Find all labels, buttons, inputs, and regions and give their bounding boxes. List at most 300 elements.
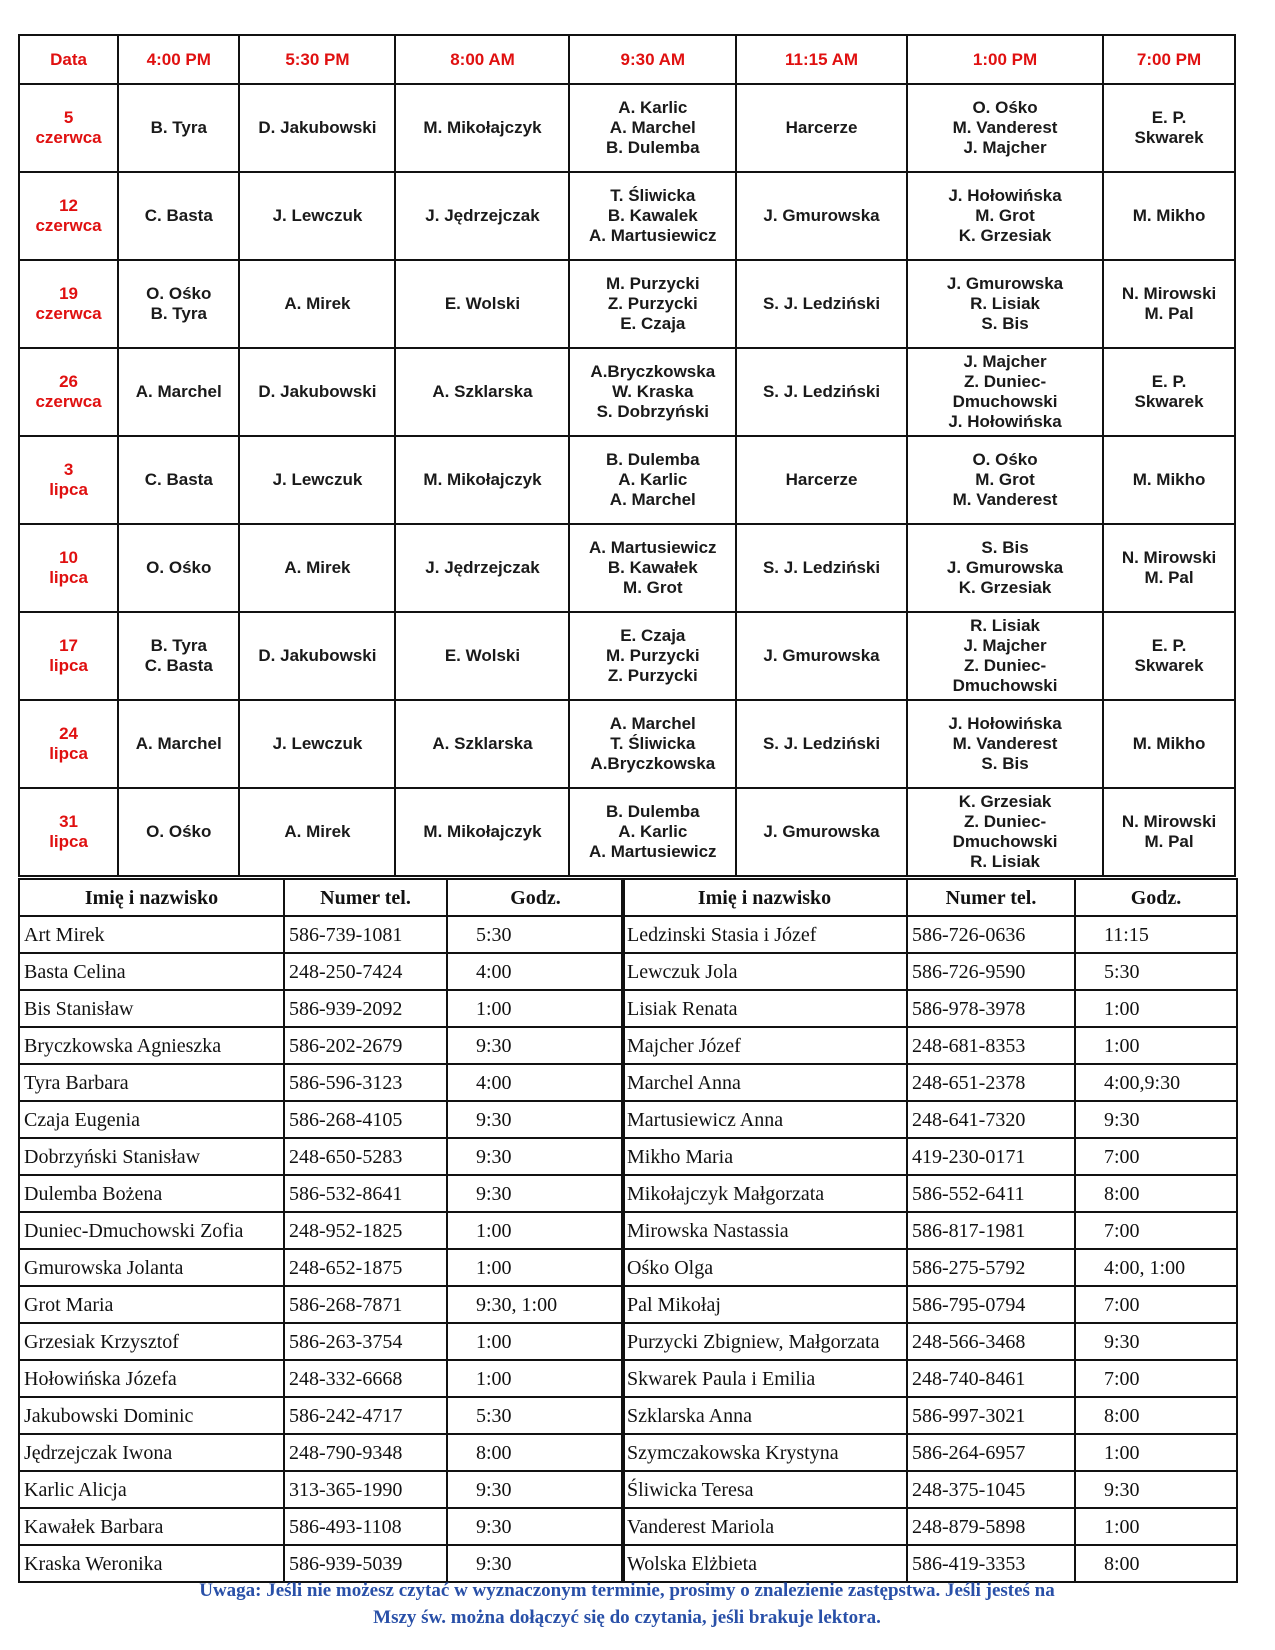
- contact-name: Lewczuk Jola: [622, 953, 907, 990]
- reader-name: D. Jakubowski: [258, 118, 377, 137]
- reader-name: M. Mikho: [1132, 206, 1206, 225]
- schedule-slot-cell: [239, 436, 395, 524]
- reader-name: S. J. Ledziński: [762, 558, 881, 577]
- reader-name: S. J. Ledziński: [762, 734, 881, 753]
- reader-name: J. Majcher: [963, 636, 1047, 655]
- reader-name: M. Mikołajczyk: [423, 822, 542, 841]
- header-phone: Numer tel.: [907, 879, 1075, 916]
- contact-row: [622, 1286, 1237, 1323]
- contact-name: Tyra Barbara: [19, 1064, 284, 1101]
- schedule-slot-cell: [239, 524, 395, 612]
- contacts-body-left: [19, 916, 624, 1582]
- contact-phone: 586-263-3754: [284, 1323, 447, 1360]
- reader-name: M. Grot: [975, 470, 1035, 489]
- schedule-row: [19, 436, 1235, 524]
- schedule-date-cell: [19, 348, 118, 436]
- reader-name: J. Hołowińska: [948, 714, 1062, 733]
- contact-hours: 9:30: [447, 1545, 624, 1582]
- reader-name: A. Marchel: [609, 118, 696, 137]
- schedule-slot-cell: [395, 84, 569, 172]
- schedule-slot-cell: [569, 436, 736, 524]
- contact-name: Śliwicka Teresa: [622, 1471, 907, 1508]
- schedule-row: [19, 612, 1235, 700]
- schedule-slot-cell: [118, 524, 239, 612]
- schedule-slot-cell: [1103, 524, 1235, 612]
- date-text: 26: [59, 372, 79, 391]
- reader-name: O. Ośko: [146, 558, 212, 577]
- contact-phone: 586-268-4105: [284, 1101, 447, 1138]
- contact-row: [622, 1027, 1237, 1064]
- schedule-slot-cell: [118, 348, 239, 436]
- reader-name: A. Karlic: [618, 470, 688, 489]
- contact-phone: 586-532-8641: [284, 1175, 447, 1212]
- schedule-slot-cell: [118, 260, 239, 348]
- contact-row: [19, 1471, 624, 1508]
- schedule-date-cell: [19, 436, 118, 524]
- schedule-slot-cell: [395, 348, 569, 436]
- schedule-slot-cell: [736, 700, 907, 788]
- contact-name: Wolska Elżbieta: [622, 1545, 907, 1582]
- date-text: 10: [59, 548, 79, 567]
- contact-phone: 248-250-7424: [284, 953, 447, 990]
- reader-name: M. Mikho: [1132, 470, 1206, 489]
- schedule-slot-cell: [907, 524, 1103, 612]
- reader-name: M. Purzycki: [606, 646, 700, 665]
- reader-name: J. Gmurowska: [946, 274, 1064, 293]
- contact-row: [19, 1286, 624, 1323]
- contact-hours: 9:30: [447, 1138, 624, 1175]
- contact-name: Lisiak Renata: [622, 990, 907, 1027]
- contact-name: Art Mirek: [19, 916, 284, 953]
- schedule-slot-cell: [569, 524, 736, 612]
- schedule-slot-cell: [907, 260, 1103, 348]
- contact-row: [19, 1138, 624, 1175]
- contact-row: [622, 953, 1237, 990]
- reader-name: N. Mirowski: [1121, 284, 1217, 303]
- reader-name: K. Grzesiak: [958, 578, 1052, 597]
- schedule-slot-cell: [239, 348, 395, 436]
- contact-name: Mikołajczyk Małgorzata: [622, 1175, 907, 1212]
- date-text: lipca: [49, 832, 88, 851]
- date-text: 3: [63, 460, 74, 479]
- reader-name: S. Bis: [981, 538, 1029, 557]
- reader-name: M. Vanderest: [952, 118, 1058, 137]
- contact-phone: 248-879-5898: [907, 1508, 1075, 1545]
- contact-hours: 1:00: [1075, 990, 1237, 1027]
- contact-name: Szklarska Anna: [622, 1397, 907, 1434]
- contact-phone: 586-726-0636: [907, 916, 1075, 953]
- reader-name: E. P.: [1151, 108, 1187, 127]
- schedule-slot-cell: [736, 436, 907, 524]
- schedule-slot-cell: [239, 260, 395, 348]
- contact-hours: 5:30: [447, 1397, 624, 1434]
- contacts-header-row: [622, 879, 1237, 916]
- reader-name: B. Tyra: [150, 304, 207, 323]
- reader-name: M. Vanderest: [952, 490, 1058, 509]
- contact-name: Bryczkowska Agnieszka: [19, 1027, 284, 1064]
- header-phone: Numer tel.: [284, 879, 447, 916]
- contact-hours: 9:30: [1075, 1471, 1237, 1508]
- reader-name: D. Jakubowski: [258, 646, 377, 665]
- schedule-slot-cell: [395, 260, 569, 348]
- schedule-slot-cell: [1103, 612, 1235, 700]
- reader-name: Skwarek: [1134, 128, 1204, 147]
- reader-name: B. Dulemba: [606, 802, 700, 821]
- schedule-date-cell: [19, 172, 118, 260]
- contact-hours: 1:00: [447, 990, 624, 1027]
- header-name: Imię i nazwisko: [622, 879, 907, 916]
- date-text: 19: [59, 284, 79, 303]
- contact-name: Majcher Józef: [622, 1027, 907, 1064]
- schedule-slot-cell: [907, 700, 1103, 788]
- contact-name: Dulemba Bożena: [19, 1175, 284, 1212]
- date-text: lipca: [49, 744, 88, 763]
- contact-name: Martusiewicz Anna: [622, 1101, 907, 1138]
- reader-name: M. Pal: [1144, 304, 1194, 323]
- contact-hours: 1:00: [447, 1249, 624, 1286]
- reader-name: Harcerze: [785, 118, 858, 137]
- contacts-table-left: [18, 878, 625, 1583]
- contact-phone: 586-242-4717: [284, 1397, 447, 1434]
- contact-row: [622, 1323, 1237, 1360]
- date-text: 24: [59, 724, 79, 743]
- schedule-date-cell: [19, 788, 118, 876]
- reader-name: E. Wolski: [444, 646, 521, 665]
- header-8am: 8:00 AM: [395, 35, 569, 84]
- reader-name: Skwarek: [1134, 656, 1204, 675]
- reader-name: J. Gmurowska: [763, 646, 880, 665]
- reader-name: S. Dobrzyński: [596, 402, 709, 421]
- schedule-row: [19, 700, 1235, 788]
- contact-row: [622, 1138, 1237, 1175]
- reader-name: J. Hołowińska: [948, 186, 1062, 205]
- contact-name: Jędrzejczak Iwona: [19, 1434, 284, 1471]
- reader-name: T. Śliwicka: [610, 186, 696, 205]
- schedule-slot-cell: [118, 436, 239, 524]
- reader-name: A. Marchel: [609, 714, 696, 733]
- contact-hours: 7:00: [1075, 1212, 1237, 1249]
- schedule-slot-cell: [907, 788, 1103, 876]
- reader-name: O. Ośko: [972, 450, 1038, 469]
- contact-hours: 7:00: [1075, 1138, 1237, 1175]
- contact-row: [622, 1434, 1237, 1471]
- contact-name: Skwarek Paula i Emilia: [622, 1360, 907, 1397]
- reader-name: Dmuchowski: [952, 392, 1058, 411]
- reader-name: Z. Purzycki: [607, 294, 698, 313]
- contact-name: Jakubowski Dominic: [19, 1397, 284, 1434]
- reader-name: K. Grzesiak: [958, 792, 1052, 811]
- schedule-slot-cell: [118, 788, 239, 876]
- contact-hours: 9:30: [1075, 1101, 1237, 1138]
- reader-name: B. Tyra: [150, 636, 207, 655]
- reader-name: A. Martusiewicz: [589, 226, 717, 245]
- schedule-row: [19, 84, 1235, 172]
- contact-name: Karlic Alicja: [19, 1471, 284, 1508]
- reader-schedule-table: [18, 34, 1236, 877]
- reader-name: J. Hołowińska: [948, 412, 1062, 431]
- contact-row: [19, 1212, 624, 1249]
- header-hours: Godz.: [1075, 879, 1237, 916]
- contact-row: [19, 1249, 624, 1286]
- schedule-slot-cell: [1103, 348, 1235, 436]
- contact-hours: 1:00: [1075, 1508, 1237, 1545]
- contact-name: Bis Stanisław: [19, 990, 284, 1027]
- reader-name: S. J. Ledziński: [762, 382, 881, 401]
- contact-hours: 5:30: [447, 916, 624, 953]
- contact-row: [622, 916, 1237, 953]
- schedule-slot-cell: [239, 84, 395, 172]
- contact-phone: 248-651-2378: [907, 1064, 1075, 1101]
- contact-row: [622, 1175, 1237, 1212]
- schedule-slot-cell: [395, 612, 569, 700]
- reader-name: J. Jędrzejczak: [425, 206, 540, 225]
- schedule-slot-cell: [239, 612, 395, 700]
- reader-name: M. Pal: [1144, 832, 1194, 851]
- contact-row: [19, 990, 624, 1027]
- contact-name: Pal Mikołaj: [622, 1286, 907, 1323]
- contact-phone: 248-332-6668: [284, 1360, 447, 1397]
- schedule-slot-cell: [1103, 172, 1235, 260]
- date-text: lipca: [49, 568, 88, 587]
- contact-row: [622, 1101, 1237, 1138]
- reader-name: M. Vanderest: [952, 734, 1058, 753]
- reader-name: M. Mikołajczyk: [423, 470, 542, 489]
- reader-name: J. Gmurowska: [763, 206, 880, 225]
- schedule-row: [19, 788, 1235, 876]
- reader-name: A. Mirek: [284, 294, 351, 313]
- reader-name: O. Ośko: [146, 822, 212, 841]
- date-text: 5: [63, 108, 74, 127]
- schedule-slot-cell: [1103, 436, 1235, 524]
- note-line: Uwaga: Jeśli nie możesz czytać w wyznaczonym terminie, prosimy o znalezienie zastępstwa. Jeśli jesteś na: [199, 1580, 1055, 1601]
- reader-name: E. Wolski: [444, 294, 521, 313]
- reader-name: Dmuchowski: [952, 832, 1058, 851]
- contact-row: [19, 1064, 624, 1101]
- reader-name: A. Szklarska: [432, 734, 533, 753]
- schedule-slot-cell: [907, 172, 1103, 260]
- reader-name: A. Szklarska: [432, 382, 533, 401]
- reader-name: Z. Duniec-: [963, 812, 1047, 831]
- reader-name: Dmuchowski: [952, 676, 1058, 695]
- contact-row: [19, 1434, 624, 1471]
- contact-row: [622, 1397, 1237, 1434]
- date-text: czerwca: [35, 392, 102, 411]
- reader-name: A. Marchel: [135, 734, 222, 753]
- contact-phone: 586-795-0794: [907, 1286, 1075, 1323]
- reader-name: R. Lisiak: [970, 616, 1040, 635]
- schedule-slot-cell: [1103, 260, 1235, 348]
- reader-name: J. Lewczuk: [272, 734, 363, 753]
- contact-hours: 8:00: [1075, 1175, 1237, 1212]
- contact-hours: 9:30: [447, 1471, 624, 1508]
- contact-name: Purzycki Zbigniew, Małgorzata: [622, 1323, 907, 1360]
- contact-name: Szymczakowska Krystyna: [622, 1434, 907, 1471]
- contact-phone: 586-419-3353: [907, 1545, 1075, 1582]
- contact-phone: 586-552-6411: [907, 1175, 1075, 1212]
- contact-name: Vanderest Mariola: [622, 1508, 907, 1545]
- schedule-slot-cell: [569, 788, 736, 876]
- schedule-slot-cell: [1103, 788, 1235, 876]
- contact-hours: 8:00: [447, 1434, 624, 1471]
- contact-name: Marchel Anna: [622, 1064, 907, 1101]
- reader-name: A.Bryczkowska: [590, 362, 716, 381]
- schedule-slot-cell: [736, 788, 907, 876]
- reader-name: M. Mikho: [1132, 734, 1206, 753]
- reader-name: B. Tyra: [150, 118, 207, 137]
- schedule-slot-cell: [395, 700, 569, 788]
- reader-name: M. Grot: [975, 206, 1035, 225]
- contact-row: [622, 1471, 1237, 1508]
- schedule-slot-cell: [239, 788, 395, 876]
- contact-phone: 248-952-1825: [284, 1212, 447, 1249]
- reader-name: Z. Duniec-: [963, 656, 1047, 675]
- schedule-slot-cell: [736, 84, 907, 172]
- reader-name: E. Czaja: [620, 314, 686, 333]
- reader-name: N. Mirowski: [1121, 548, 1217, 567]
- reader-name: B. Kawalek: [607, 206, 698, 225]
- schedule-slot-cell: [569, 260, 736, 348]
- date-text: 17: [59, 636, 79, 655]
- reader-name: T. Śliwicka: [610, 734, 696, 753]
- contact-hours: 1:00: [447, 1360, 624, 1397]
- contact-hours: 9:30, 1:00: [447, 1286, 624, 1323]
- contact-hours: 4:00,9:30: [1075, 1064, 1237, 1101]
- contacts-body-right: [622, 916, 1237, 1582]
- reader-name: J. Jędrzejczak: [425, 558, 540, 577]
- contact-phone: 586-202-2679: [284, 1027, 447, 1064]
- schedule-slot-cell: [569, 700, 736, 788]
- schedule-slot-cell: [907, 84, 1103, 172]
- contact-row: [622, 1249, 1237, 1286]
- date-text: lipca: [49, 480, 88, 499]
- schedule-slot-cell: [569, 84, 736, 172]
- schedule-row: [19, 348, 1235, 436]
- contact-name: Kraska Weronika: [19, 1545, 284, 1582]
- contact-row: [19, 953, 624, 990]
- schedule-slot-cell: [118, 84, 239, 172]
- contact-phone: 313-365-1990: [284, 1471, 447, 1508]
- date-text: czerwca: [35, 216, 102, 235]
- contact-phone: 586-726-9590: [907, 953, 1075, 990]
- reader-name: A. Marchel: [135, 382, 222, 401]
- schedule-slot-cell: [736, 524, 907, 612]
- contact-hours: 8:00: [1075, 1397, 1237, 1434]
- reader-name: N. Mirowski: [1121, 812, 1217, 831]
- schedule-slot-cell: [395, 436, 569, 524]
- contact-phone: 586-493-1108: [284, 1508, 447, 1545]
- contact-name: Duniec-Dmuchowski Zofia: [19, 1212, 284, 1249]
- schedule-slot-cell: [118, 612, 239, 700]
- header-1115am: 11:15 AM: [736, 35, 907, 84]
- reader-name: E. P.: [1151, 636, 1187, 655]
- reader-name: A. Martusiewicz: [589, 538, 717, 557]
- schedule-slot-cell: [907, 436, 1103, 524]
- reader-name: R. Lisiak: [970, 852, 1040, 871]
- contact-name: Mirowska Nastassia: [622, 1212, 907, 1249]
- contact-row: [19, 1027, 624, 1064]
- schedule-date-cell: [19, 260, 118, 348]
- reader-name: C. Basta: [144, 656, 213, 675]
- contact-phone: 248-641-7320: [907, 1101, 1075, 1138]
- reader-name: B. Dulemba: [606, 138, 700, 157]
- schedule-slot-cell: [569, 172, 736, 260]
- schedule-date-cell: [19, 700, 118, 788]
- reader-name: J. Majcher: [963, 138, 1047, 157]
- contact-phone: 586-275-5792: [907, 1249, 1075, 1286]
- reader-name: A. Marchel: [609, 490, 696, 509]
- contact-hours: 9:30: [447, 1101, 624, 1138]
- reader-name: J. Lewczuk: [272, 206, 363, 225]
- header-930am: 9:30 AM: [569, 35, 736, 84]
- contact-hours: 8:00: [1075, 1545, 1237, 1582]
- contact-hours: 7:00: [1075, 1360, 1237, 1397]
- contact-hours: 4:00: [447, 1064, 624, 1101]
- reader-name: E. Czaja: [620, 626, 686, 645]
- schedule-header-row: [19, 35, 1235, 84]
- reader-name: A. Karlic: [618, 822, 688, 841]
- date-text: czerwca: [35, 128, 102, 147]
- schedule-slot-cell: [736, 348, 907, 436]
- contact-row: [622, 1360, 1237, 1397]
- contact-hours: 1:00: [1075, 1027, 1237, 1064]
- reader-name: C. Basta: [144, 206, 213, 225]
- reader-name: J. Gmurowska: [946, 558, 1064, 577]
- reader-name: A. Martusiewicz: [589, 842, 717, 861]
- reader-name: M. Grot: [623, 578, 683, 597]
- reader-name: B. Kawałek: [607, 558, 698, 577]
- reader-name: K. Grzesiak: [958, 226, 1052, 245]
- header-1pm: 1:00 PM: [907, 35, 1103, 84]
- schedule-slot-cell: [907, 612, 1103, 700]
- schedule-row: [19, 524, 1235, 612]
- contact-name: Ośko Olga: [622, 1249, 907, 1286]
- schedule-date-cell: [19, 84, 118, 172]
- schedule-slot-cell: [239, 700, 395, 788]
- schedule-body: [19, 84, 1235, 876]
- contact-phone: 248-790-9348: [284, 1434, 447, 1471]
- contact-name: Hołowińska Józefa: [19, 1360, 284, 1397]
- reader-name: R. Lisiak: [970, 294, 1040, 313]
- reader-name: J. Majcher: [963, 352, 1047, 371]
- contact-row: [622, 1064, 1237, 1101]
- contact-row: [622, 1508, 1237, 1545]
- contact-phone: 586-939-5039: [284, 1545, 447, 1582]
- schedule-slot-cell: [395, 788, 569, 876]
- contact-name: Basta Celina: [19, 953, 284, 990]
- contact-phone: 586-268-7871: [284, 1286, 447, 1323]
- contact-name: Mikho Maria: [622, 1138, 907, 1175]
- contact-row: [19, 1397, 624, 1434]
- contact-row: [622, 1212, 1237, 1249]
- contact-phone: 586-596-3123: [284, 1064, 447, 1101]
- date-text: czerwca: [35, 304, 102, 323]
- contact-name: Grzesiak Krzysztof: [19, 1323, 284, 1360]
- contact-phone: 248-681-8353: [907, 1027, 1075, 1064]
- contact-row: [19, 1360, 624, 1397]
- contact-hours: 4:00: [447, 953, 624, 990]
- reader-name: O. Ośko: [146, 284, 212, 303]
- schedule-slot-cell: [239, 172, 395, 260]
- reader-name: M. Purzycki: [606, 274, 700, 293]
- schedule-slot-cell: [118, 172, 239, 260]
- reader-name: O. Ośko: [972, 98, 1038, 117]
- contact-hours: 1:00: [1075, 1434, 1237, 1471]
- schedule-slot-cell: [118, 700, 239, 788]
- contact-row: [19, 1101, 624, 1138]
- contact-hours: 11:15: [1075, 916, 1237, 953]
- header-hours: Godz.: [447, 879, 624, 916]
- reader-name: S. Bis: [981, 314, 1029, 333]
